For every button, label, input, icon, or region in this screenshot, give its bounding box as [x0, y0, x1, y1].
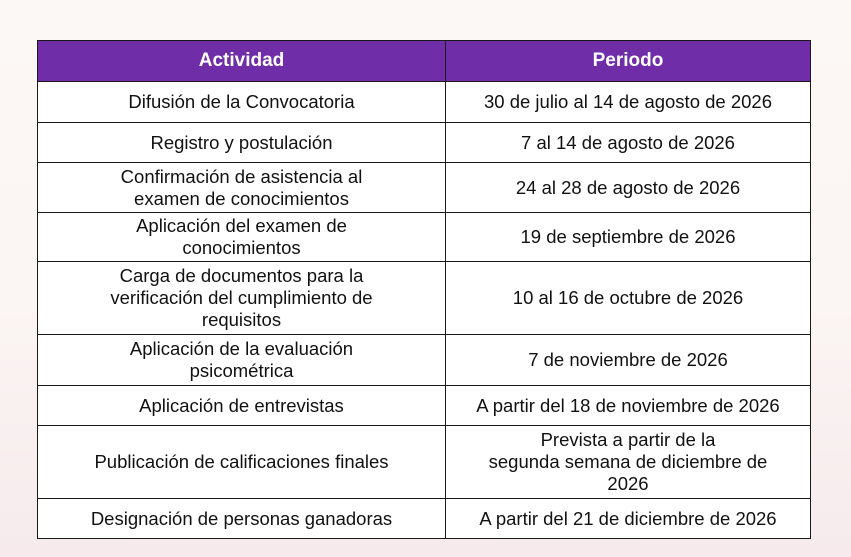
table-row [38, 335, 811, 386]
activity-cell [38, 386, 446, 426]
table-header-row [38, 41, 811, 82]
activity-text: Aplicación de la evaluación psicométrica [129, 338, 354, 381]
period-cell [446, 123, 811, 163]
activity-text: Aplicación del examen de conocimientos [136, 215, 347, 258]
period-text: 30 de julio al 14 de agosto de 2026 [483, 91, 772, 112]
period-cell [446, 213, 811, 262]
activity-text: Publicación de calificaciones finales [94, 451, 389, 472]
table-row [38, 426, 811, 499]
activity-cell [38, 426, 446, 499]
table-row [38, 386, 811, 426]
activity-text: Designación de personas ganadoras [90, 507, 393, 529]
period-text: 19 de septiembre de 2026 [520, 226, 736, 247]
table-row [38, 262, 811, 335]
activity-cell [38, 499, 446, 539]
activity-text: Confirmación de asistencia al examen de conocimientos [120, 165, 363, 209]
column-header-period: Periodo [446, 41, 811, 82]
activity-text: Carga de documentos para la verificación del cumplimiento de requisitos [110, 265, 373, 330]
table-row [38, 123, 811, 163]
period-text: 10 al 16 de octubre de 2026 [512, 287, 744, 308]
period-cell [446, 499, 811, 539]
activity-text: Difusión de la Convocatoria [128, 91, 355, 112]
period-cell [446, 426, 811, 499]
activity-cell [38, 335, 446, 386]
table-row [38, 499, 811, 539]
period-text: Prevista a partir de la segunda semana de diciembre de 2026 [488, 429, 768, 494]
period-text: 24 al 28 de agosto de 2026 [515, 176, 741, 198]
period-cell [446, 163, 811, 213]
activity-cell [38, 213, 446, 262]
activity-cell [38, 262, 446, 335]
activity-text: Registro y postulación [150, 131, 333, 153]
period-text: 7 de noviembre de 2026 [528, 349, 728, 370]
period-cell [446, 82, 811, 123]
activity-cell [38, 163, 446, 213]
column-header-activity: Actividad [38, 41, 446, 82]
table-row [38, 163, 811, 213]
table-row [38, 213, 811, 262]
period-cell [446, 262, 811, 335]
table-row [38, 82, 811, 123]
schedule-table [37, 40, 811, 539]
period-text: 7 al 14 de agosto de 2026 [521, 131, 735, 153]
activity-cell [38, 123, 446, 163]
period-cell [446, 335, 811, 386]
period-text: A partir del 21 de diciembre de 2026 [479, 507, 777, 529]
period-cell [446, 386, 811, 426]
period-text: A partir del 18 de noviembre de 2026 [476, 394, 780, 416]
activity-text: Aplicación de entrevistas [139, 394, 344, 416]
activity-cell [38, 82, 446, 123]
